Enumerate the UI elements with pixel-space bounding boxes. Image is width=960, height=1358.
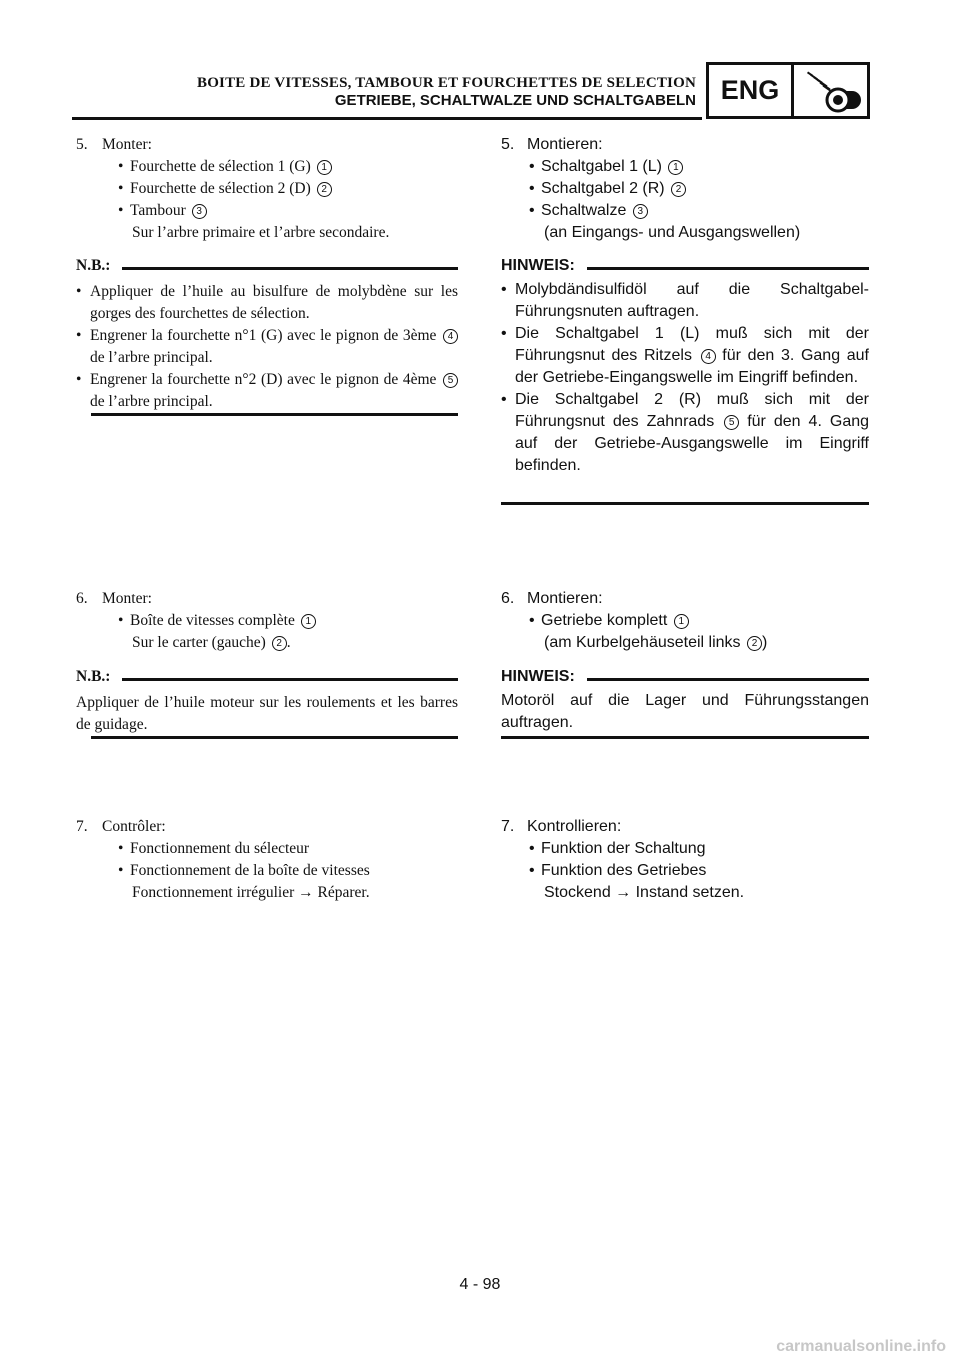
bullet-text: Boîte de vitesses complète — [130, 612, 295, 629]
note-text: Appliquer de l’huile moteur sur les roulements et les barres de guidage. — [76, 694, 458, 733]
note-end-rule — [501, 736, 869, 739]
callout-number: 1 — [674, 614, 689, 629]
callout-number: 2 — [317, 182, 332, 197]
note-label: HINWEIS: — [501, 668, 575, 685]
fr-note-1: N.B.: • Appliquer de l’huile au bisulfure de molybdène sur les gorges des fourchettes de sélection. • Engrener la fourchette n°1 (G) avec le pignon de 3ème 4 de l’arbre principal. • Engrener la fourchette n°2 (D) avec le pignon de 4ème 5 de l’arbre principal. — [76, 257, 458, 410]
de-step-6: 6. Montieren: • Getriebe komplett 1 (am Kurbelgehäuseteil links 2 ) — [501, 590, 768, 651]
bullet-text: Schaltgabel 2 (R) — [541, 180, 665, 197]
sub-text: (an Eingangs- und Ausgangswellen) — [544, 224, 801, 241]
note-item: Die Schaltgabel 2 (R) muß sich mit der Führungsnut des Zahnrads — [515, 391, 869, 430]
step-number: 5. — [501, 136, 515, 153]
note-label: HINWEIS: — [501, 257, 575, 274]
callout-number: 5 — [443, 373, 458, 388]
bullet-text: Funktion der Schaltung — [541, 840, 706, 857]
fr-step-6: 6. Monter: • Boîte de vitesses complète 1 Sur le carter (gauche) 2 . — [76, 588, 458, 654]
de-note-2 — [501, 666, 869, 734]
bullet-text: Fonctionnement du sélecteur — [130, 840, 310, 857]
step-number: 5. — [76, 136, 88, 153]
page-number: 4 - 98 — [459, 1276, 501, 1293]
note-end-rule — [501, 502, 869, 505]
bullet-text: Fourchette de sélection 2 (D) — [130, 180, 311, 197]
note-item: Appliquer de l’huile au bisulfure de molybdène sur les gorges des fourchettes de sélection. — [90, 283, 458, 322]
callout-number: 1 — [317, 160, 332, 175]
note-end-rule — [91, 736, 458, 739]
callout-number: 4 — [443, 329, 458, 344]
language-badge-label: ENG — [709, 65, 794, 116]
step-title: Monter: — [102, 136, 152, 153]
sub-text: (am Kurbelgehäuseteil links — [544, 634, 741, 651]
fr-note-2 — [76, 666, 458, 736]
de-step-7: 7. Kontrollieren: • Funktion der Schaltung • Funktion des Getriebes Stockend → Instand setzen. — [501, 816, 869, 904]
step-number: 7. — [76, 818, 88, 835]
de-note-1: HINWEIS: • Molybdändisulfidöl auf die Schaltgabel-Führungsnuten auftragen. • Die Schaltgabel 1 (L) muß sich mit der Führungsnut des Ritzels 4 für den 3. Gang auf der Getriebe-Eingangswelle im Eingriff befinden. • Die Schaltgabel 2 (R) muß sich mit der Führungsnut des Zahnrads 5 für den 4. Gang auf der Getriebe-Ausgangswelle im Eingriff befinden. — [501, 257, 870, 474]
note-text: Motoröl auf die Lager und Führungsstangen auftragen. — [501, 692, 869, 731]
callout-number: 2 — [671, 182, 686, 197]
note-item: Molybdändisulfidöl auf die Schaltgabel-Führungsnuten auftragen. — [515, 281, 869, 320]
callout-number: 1 — [668, 160, 683, 175]
bullet-text: Schaltgabel 1 (L) — [541, 158, 662, 175]
bullet-text: Getriebe komplett — [541, 612, 668, 629]
header-title-de: GETRIEBE, SCHALTWALZE UND SCHALTGABELN — [334, 92, 696, 109]
header-rule — [72, 117, 702, 120]
fr-step-5: 5. Monter: • Fourchette de sélection 1 (G) 1 • Fourchette de sélection 2 (D) 2 • Tambour 3 Sur l’arbre primaire et l’arbre secondaire. — [76, 134, 458, 244]
note-label: N.B.: — [76, 668, 111, 685]
header-title-fr: BOITE DE VITESSES, TAMBOUR ET FOURCHETTES DE SELECTION — [196, 75, 696, 91]
step-title: Monter: — [102, 590, 152, 607]
fr-step-7: 7. Contrôler: • Fonctionnement du sélecteur • Fonctionnement de la boîte de vitesses Fonctionnement irrégulier → Réparer. — [76, 816, 458, 904]
step-title: Contrôler: — [102, 818, 166, 835]
note-item: Engrener la fourchette n°1 (G) avec le pignon de 3ème — [90, 327, 437, 344]
step-number: 6. — [76, 590, 88, 607]
step-number: 6. — [501, 590, 515, 607]
note-item: Die Schaltgabel 1 (L) muß sich mit der Führungsnut des Ritzels — [515, 325, 869, 364]
bullet-text: Funktion des Getriebes — [541, 862, 707, 879]
sub-text: Stockend → Instand setzen. — [544, 884, 745, 901]
step-title: Kontrollieren: — [527, 818, 622, 835]
callout-number: 3 — [633, 204, 648, 219]
callout-number: 3 — [192, 204, 207, 219]
sub-text: Sur le carter (gauche) — [132, 634, 266, 651]
language-badge — [706, 62, 870, 119]
bullet-text: Fourchette de sélection 1 (G) — [130, 158, 311, 175]
callout-number: 2 — [272, 636, 287, 651]
bullet-text: Tambour — [130, 202, 186, 219]
sub-text: Fonctionnement irrégulier → Réparer. — [132, 884, 370, 901]
callout-number: 5 — [724, 415, 739, 430]
sub-text: Sur l’arbre primaire et l’arbre secondaire. — [132, 224, 390, 241]
step-title: Montieren: — [527, 136, 603, 153]
bullet-text: Schaltwalze — [541, 202, 627, 219]
step-number: 7. — [501, 818, 515, 835]
note-end-rule — [91, 413, 458, 416]
de-step-5: 5. Montieren: • Schaltgabel 1 (L) 1 • Schaltgabel 2 (R) 2 • Schaltwalze 3 (an Eingangs- und Ausgangswellen) — [501, 134, 869, 244]
engine-parts-icon — [797, 67, 865, 115]
note-label: N.B.: — [76, 257, 111, 274]
watermark: carmanualsonline.info — [776, 1338, 946, 1355]
callout-number: 1 — [301, 614, 316, 629]
bullet-text: Fonctionnement de la boîte de vitesses — [130, 862, 370, 879]
step-title: Montieren: — [527, 590, 603, 607]
note-item: Engrener la fourchette n°2 (D) avec le pignon de 4ème — [90, 371, 437, 388]
callout-number: 4 — [701, 349, 716, 364]
callout-number: 2 — [747, 636, 762, 651]
